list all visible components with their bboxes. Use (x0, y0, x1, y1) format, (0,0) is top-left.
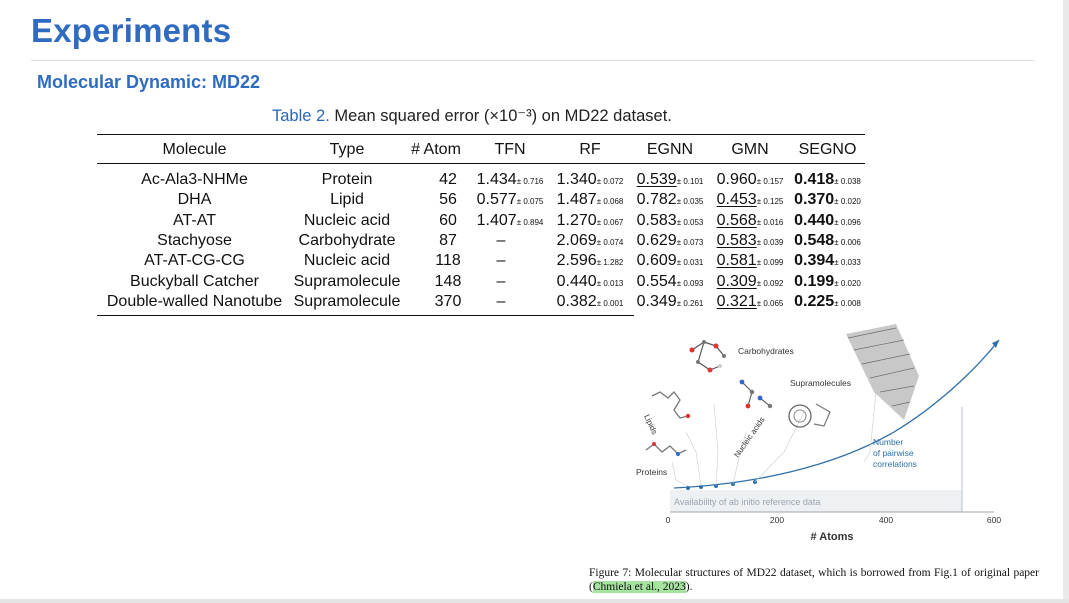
atom-count-cell: 118 (435, 252, 461, 270)
x-tick-label: 200 (769, 515, 785, 525)
segno-std: ± 0.033 (834, 258, 861, 268)
table-row (97, 271, 865, 291)
egnn-value: 0.782 (636, 191, 677, 209)
rf-cell (550, 231, 630, 251)
rf-value: 2.069 (556, 232, 597, 250)
tfn-value: 0.577 (476, 191, 517, 209)
atom-count-cell: 148 (434, 272, 462, 290)
segno-cell (790, 164, 865, 191)
table-row (97, 190, 865, 210)
rf-cell (550, 251, 630, 271)
table-body (97, 164, 865, 316)
number-label-line3: correlations (873, 459, 917, 469)
column-header: RF (550, 135, 630, 164)
gmn-cell (710, 211, 790, 231)
gmn-std: ± 0.065 (756, 298, 784, 308)
rf-cell (550, 271, 630, 291)
proteins-label: Proteins (636, 467, 668, 477)
figure-caption-end: ). (685, 581, 693, 593)
atom-count-cell: 370 (402, 292, 470, 316)
viewer-right-edge (1063, 0, 1069, 603)
egnn-cell (630, 211, 710, 231)
gmn-value: 0.960 (716, 171, 757, 189)
rf-value: 0.440 (556, 272, 597, 290)
rf-cell (550, 211, 630, 231)
rf-value: 2.596 (556, 252, 597, 270)
gmn-value: 0.321 (716, 292, 757, 310)
egnn-value: 0.554 (636, 272, 677, 290)
gmn-value: 0.568 (716, 211, 757, 229)
slide-title: Experiments (31, 12, 232, 49)
column-header: Type (292, 135, 402, 164)
egnn-std: ± 0.053 (676, 217, 704, 227)
table-caption (272, 106, 672, 126)
column-header: EGNN (630, 135, 710, 164)
table-row (97, 231, 865, 251)
carbohydrates-label: Carbohydrates (738, 346, 794, 356)
gmn-cell (710, 251, 790, 271)
segno-std: ± 0.038 (834, 177, 861, 187)
rf-cell (550, 292, 630, 316)
title-divider (31, 60, 1034, 61)
segno-value: 0.440 (794, 211, 835, 229)
segno-std: ± 0.020 (834, 278, 861, 288)
egnn-value: 0.349 (636, 292, 677, 310)
atom-count-cell: 42 (439, 171, 457, 189)
rf-value: 1.340 (556, 171, 597, 189)
tfn-cell (470, 271, 550, 291)
tfn-std: ± 0.894 (516, 217, 544, 227)
egnn-value: 0.583 (636, 211, 677, 229)
column-header: # Atom (402, 135, 470, 164)
gmn-std: ± 0.092 (756, 278, 784, 288)
type-cell: Nucleic acid (303, 211, 391, 229)
egnn-cell (630, 190, 710, 210)
citation-link[interactable]: Chmiela et al., 2023 (592, 581, 686, 593)
column-header: GMN (710, 135, 790, 164)
segno-value: 0.418 (794, 171, 835, 189)
segno-cell (790, 190, 865, 210)
number-label-line2: of pairwise (873, 448, 914, 458)
number-label-line1: Number (873, 437, 904, 447)
table-row (97, 164, 865, 191)
egnn-std: ± 0.073 (676, 238, 704, 248)
segno-cell (790, 271, 865, 291)
column-header: SEGNO (790, 135, 865, 164)
tfn-cell (470, 190, 550, 210)
segno-cell (790, 211, 865, 231)
supramolecules-label: Supramolecules (790, 378, 851, 388)
table-header-row (97, 135, 865, 164)
tfn-cell (470, 251, 550, 271)
molecule-cell: Ac-Ala3-NHMe (141, 171, 248, 189)
segno-std: ± 0.008 (834, 298, 861, 308)
rf-cell (550, 190, 630, 210)
egnn-cell (630, 251, 710, 271)
egnn-std: ± 0.031 (676, 258, 704, 268)
table-caption-text: Mean squared error (×10⁻³) on MD22 dataset. (334, 107, 672, 125)
segno-value: 0.394 (794, 252, 835, 270)
gmn-cell (710, 271, 790, 291)
type-cell: Supramolecule (292, 292, 402, 316)
x-axis-label: # Atoms (810, 531, 854, 543)
x-tick-label: 600 (986, 515, 1002, 525)
egnn-std: ± 0.261 (676, 298, 704, 308)
table-row (97, 251, 865, 271)
rf-value: 0.382 (556, 292, 597, 310)
egnn-value: 0.539 (636, 171, 677, 189)
rf-std: ± 0.001 (596, 298, 624, 308)
lipids-label: Lipids (642, 413, 660, 436)
rf-std: ± 0.013 (596, 278, 624, 288)
egnn-std: ± 0.035 (676, 197, 704, 207)
md22-figure (634, 312, 1004, 548)
x-tick-label: 0 (665, 515, 671, 525)
column-header: Molecule (97, 135, 292, 164)
column-header: TFN (470, 135, 550, 164)
gmn-value: 0.581 (716, 252, 757, 270)
gmn-std: ± 0.039 (756, 238, 784, 248)
point-protein (686, 486, 690, 490)
rf-std: ± 0.072 (596, 177, 624, 187)
table-row (97, 211, 865, 231)
type-cell: Supramolecule (293, 272, 401, 290)
segno-value: 0.199 (794, 272, 835, 290)
rf-std: ± 1.282 (596, 258, 624, 268)
segno-std: ± 0.096 (834, 217, 861, 227)
egnn-value: 0.629 (636, 232, 677, 250)
gmn-cell (710, 164, 790, 191)
gmn-value: 0.583 (716, 232, 757, 250)
type-cell: Carbohydrate (298, 232, 396, 250)
gmn-value: 0.309 (716, 272, 757, 290)
atom-count-cell: 56 (439, 191, 457, 209)
molecule-cell: Buckyball Catcher (130, 272, 259, 290)
tfn-cell (470, 292, 550, 316)
tfn-value: – (496, 292, 506, 310)
tfn-value: – (496, 232, 506, 250)
tfn-value: – (496, 272, 506, 290)
x-tick-label: 400 (878, 515, 894, 525)
gmn-std: ± 0.016 (756, 217, 784, 227)
rf-std: ± 0.074 (596, 238, 624, 248)
viewer-bottom-edge (0, 599, 1069, 603)
atom-count-cell: 87 (439, 232, 457, 250)
tfn-value: 1.434 (476, 171, 517, 189)
gmn-std: ± 0.125 (756, 197, 784, 207)
tfn-std: ± 0.075 (516, 197, 544, 207)
type-cell: Protein (321, 171, 373, 189)
segno-value: 0.225 (794, 292, 835, 310)
molecule-cell: DHA (177, 191, 212, 209)
segno-value: 0.548 (794, 232, 835, 250)
molecule-cell: AT-AT-CG-CG (144, 252, 245, 270)
tfn-cell (470, 211, 550, 231)
rf-std: ± 0.068 (596, 197, 624, 207)
gmn-cell (710, 190, 790, 210)
gmn-std: ± 0.157 (756, 177, 784, 187)
figure-caption-text: Figure 7: Molecular structures of MD22 dataset, which is borrowed from Fig.1 of original paper ( (589, 567, 1039, 593)
gmn-cell (710, 231, 790, 251)
atom-count-cell: 60 (439, 211, 457, 229)
availability-label: Availability of ab initio reference data (674, 497, 821, 507)
egnn-cell (630, 271, 710, 291)
segno-std: ± 0.006 (834, 238, 861, 248)
tfn-value: 1.407 (476, 211, 517, 229)
nucleic-acids-label: Nucleic acids (732, 415, 767, 460)
egnn-cell (630, 164, 710, 191)
type-cell: Lipid (330, 191, 364, 209)
molecule-cell: Double-walled Nanotube (97, 292, 292, 316)
segno-cell (790, 251, 865, 271)
segno-cell (790, 231, 865, 251)
figure-background (634, 312, 1004, 548)
segno-std: ± 0.020 (834, 197, 861, 207)
egnn-value: 0.609 (636, 252, 677, 270)
egnn-cell (630, 231, 710, 251)
gmn-std: ± 0.099 (756, 258, 784, 268)
tfn-value: – (496, 252, 506, 270)
rf-value: 1.270 (556, 211, 597, 229)
segno-value: 0.370 (794, 191, 835, 209)
slide-subtitle: Molecular Dynamic: MD22 (37, 72, 261, 92)
tfn-cell (470, 231, 550, 251)
rf-std: ± 0.067 (596, 217, 624, 227)
figure-caption (589, 566, 1039, 594)
table-caption-label: Table 2. (272, 107, 330, 125)
type-cell: Nucleic acid (303, 252, 391, 270)
gmn-value: 0.453 (716, 191, 757, 209)
rf-cell (550, 164, 630, 191)
molecule-cell: Stachyose (157, 232, 232, 250)
egnn-std: ± 0.093 (676, 278, 704, 288)
tfn-std: ± 0.716 (516, 177, 544, 187)
rf-value: 1.487 (556, 191, 597, 209)
molecule-cell: AT-AT (173, 211, 216, 229)
tfn-cell (470, 164, 550, 191)
egnn-std: ± 0.101 (676, 177, 704, 187)
results-table (97, 134, 865, 316)
